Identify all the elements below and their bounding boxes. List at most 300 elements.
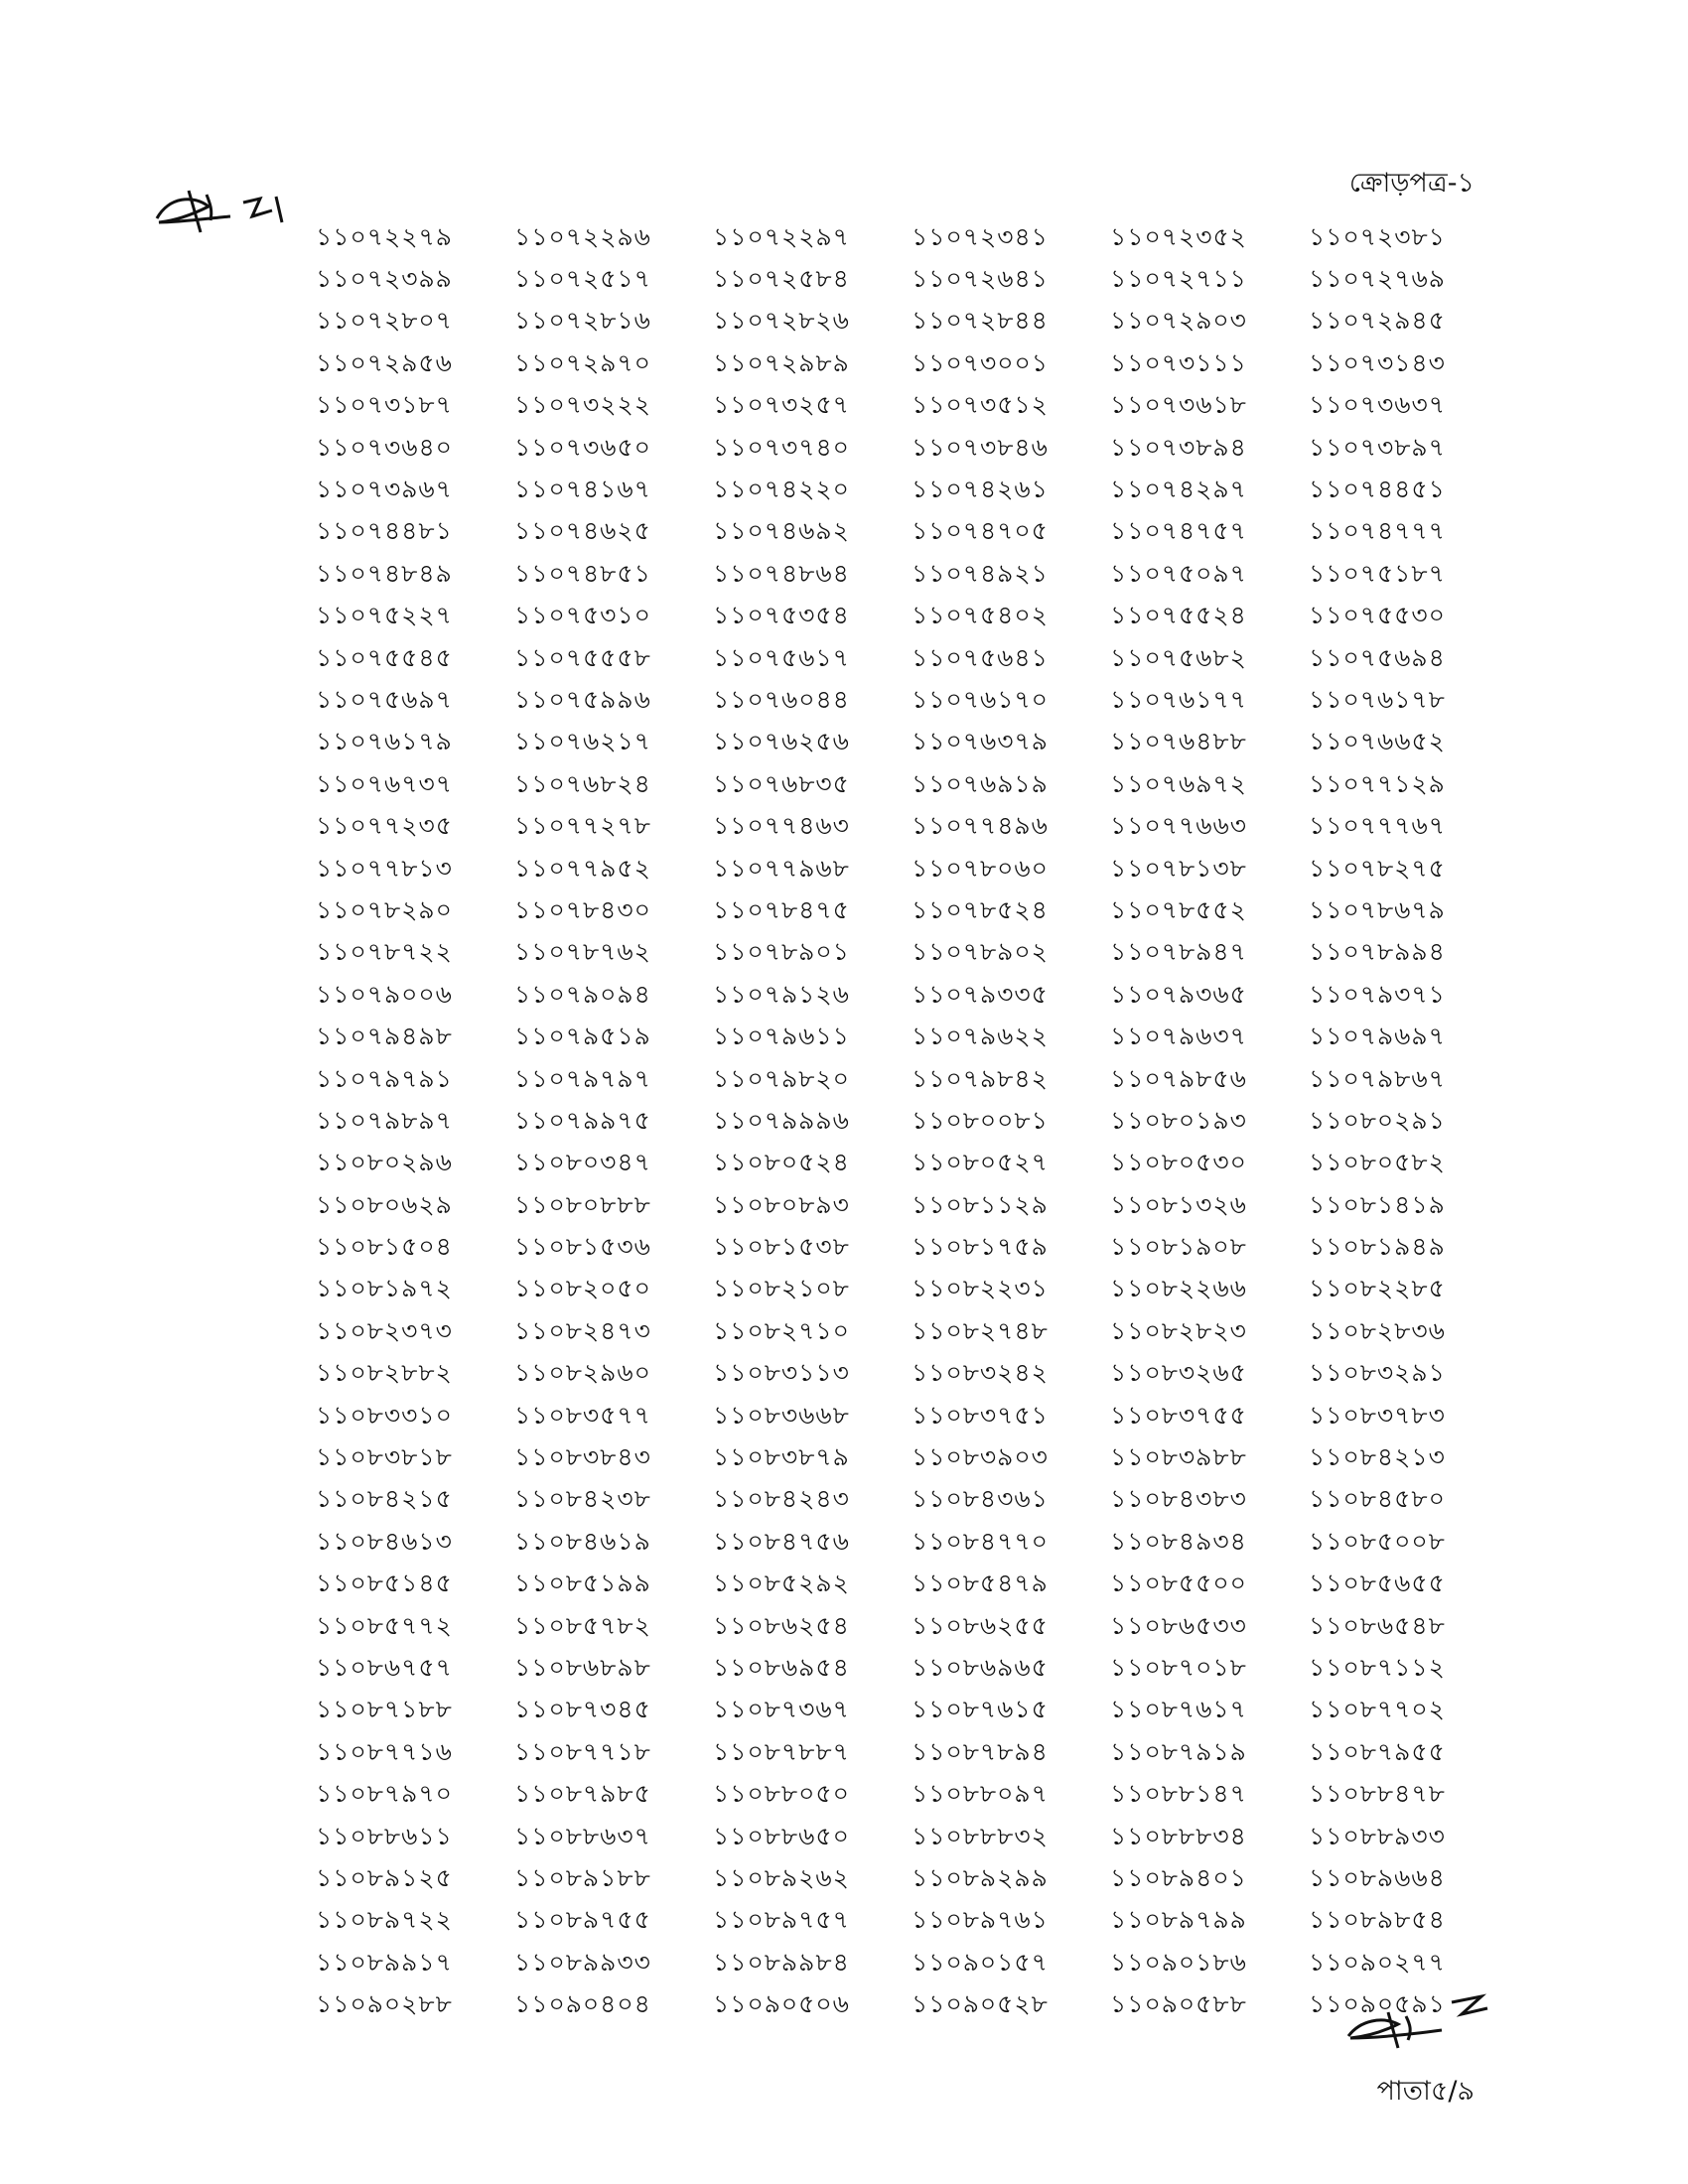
roll-number-cell: ১১০৭৮২৯০: [316, 894, 453, 924]
roll-number-cell: ১১০৮২৯৬০: [514, 1358, 651, 1388]
roll-number-cell: ১১০৭৪৭৫৭: [1110, 516, 1247, 546]
roll-number-cell: ১১০৭৮০৬০: [912, 853, 1049, 883]
table-row: [316, 1480, 1507, 1522]
roll-number-cell: ১১০৮৮৮৩৪: [1110, 1821, 1247, 1850]
roll-number-cell: ১১০৭২২৯৬: [514, 221, 651, 251]
table-row: [316, 890, 1507, 932]
roll-number-cell: ১১০৮০২৯১: [1309, 1105, 1446, 1135]
table-row: [316, 638, 1507, 680]
table-row: [316, 975, 1507, 1017]
roll-number-cell: ১১০৮৪৭৭০: [912, 1526, 1049, 1556]
roll-number-cell: ১১০৮৫২৯২: [713, 1569, 850, 1598]
roll-number-cell: ১১০৭৪৯২১: [912, 558, 1049, 588]
table-row: [316, 259, 1507, 301]
number-table: [316, 217, 1507, 2027]
table-row: [316, 1648, 1507, 1690]
roll-number-cell: ১১০৮৩১১৩: [713, 1358, 850, 1388]
roll-number-cell: ১১০৭৫৫৫৮: [514, 642, 651, 672]
table-row: [316, 1732, 1507, 1774]
roll-number-cell: ১১০৮৯২৯৯: [912, 1862, 1049, 1892]
roll-number-cell: ১১০৮৪২১৫: [316, 1484, 453, 1514]
roll-number-cell: ১১০৭৪৪৫১: [1309, 475, 1446, 504]
roll-number-cell: ১১০৭২৯০৩: [1110, 306, 1247, 336]
roll-number-cell: ১১০৯০৪০৪: [514, 1989, 651, 2019]
roll-number-cell: ১১০৮৪৯৩৪: [1110, 1526, 1247, 1556]
roll-number-cell: ১১০৭৯৬১১: [713, 1022, 850, 1051]
roll-number-cell: ১১০৮২৩৭৩: [316, 1315, 453, 1345]
signature-top-icon: [149, 177, 298, 246]
roll-number-cell: ১১০৮৪৬১৯: [514, 1526, 651, 1556]
roll-number-cell: ১১০৮৯২৬২: [713, 1862, 850, 1892]
roll-number-cell: ১১০৭৮৯০২: [912, 937, 1049, 967]
roll-number-cell: ১১০৭৯৮৯৭: [316, 1105, 453, 1135]
roll-number-cell: ১১০৮৪৩৬১: [912, 1484, 1049, 1514]
roll-number-cell: ১১০৮২২৩১: [912, 1274, 1049, 1303]
roll-number-cell: ১১০৮৯১২৫: [316, 1862, 453, 1892]
signature-bottom-icon: [1342, 1990, 1501, 2055]
roll-number-cell: ১১০৭৩৮৪৬: [912, 432, 1049, 462]
roll-number-cell: ১১০৮৩৬৬৮: [713, 1400, 850, 1430]
roll-number-cell: ১১০৮৮১৪৭: [1110, 1779, 1247, 1809]
roll-number-cell: ১১০৯০৫৮৮: [1110, 1989, 1247, 2019]
roll-number-cell: ১১০৮০৫২৪: [713, 1148, 850, 1177]
roll-number-cell: ১১০৮২৭১০: [713, 1315, 850, 1345]
table-row: [316, 1437, 1507, 1479]
roll-number-cell: ১১০৮২৭৪৮: [912, 1315, 1049, 1345]
roll-number-cell: ১১০৭২২৭৯: [316, 221, 453, 251]
roll-number-cell: ১১০৮৭৩৬৭: [713, 1695, 850, 1724]
table-row: [316, 386, 1507, 428]
roll-number-cell: ১১০৭৬৭৩৭: [316, 768, 453, 798]
roll-number-cell: ১১০৭২৬৪১: [912, 264, 1049, 294]
roll-number-cell: ১১০৮৪২১৩: [1309, 1442, 1446, 1472]
roll-number-cell: ১১০৭৬৮৩৫: [713, 768, 850, 798]
roll-number-cell: ১১০৮৯৭২২: [316, 1905, 453, 1935]
table-row: [316, 428, 1507, 470]
roll-number-cell: ১১০৮০৫২৭: [912, 1148, 1049, 1177]
roll-number-cell: ১১০৭৯৫১৯: [514, 1022, 651, 1051]
table-row: [316, 343, 1507, 385]
roll-number-cell: ১১০৭৬১৭৭: [1110, 685, 1247, 714]
roll-number-cell: ১১০৭৫৫২৪: [1110, 601, 1247, 630]
roll-number-cell: ১১০৭৪৬২৫: [514, 516, 651, 546]
roll-number-cell: ১১০৮৯৯৮৪: [713, 1947, 850, 1977]
roll-number-cell: ১১০৮৫১৪৫: [316, 1569, 453, 1598]
roll-number-cell: ১১০৮৩৩১০: [316, 1400, 453, 1430]
roll-number-cell: ১১০৮৫১৯৯: [514, 1569, 651, 1598]
roll-number-cell: ১১০৮৩২৪২: [912, 1358, 1049, 1388]
roll-number-cell: ১১০৭৪২৬১: [912, 475, 1049, 504]
roll-number-cell: ১১০৭২৩৫২: [1110, 221, 1247, 251]
roll-number-cell: ১১০৭৭১২৯: [1309, 768, 1446, 798]
roll-number-cell: ১১০৮৭৭১৮: [514, 1736, 651, 1766]
roll-number-cell: ১১০৮১৪১৯: [1309, 1189, 1446, 1219]
roll-number-cell: ১১০৮৪২৪৩: [713, 1484, 850, 1514]
roll-number-cell: ১১০৮৯৭৫৫: [514, 1905, 651, 1935]
roll-number-cell: ১১০৮১১২৯: [912, 1189, 1049, 1219]
roll-number-cell: ১১০৭৬৮২৪: [514, 768, 651, 798]
roll-number-cell: ১১০৭৫৫৩০: [1309, 601, 1446, 630]
roll-number-cell: ১১০৭৮৪৩০: [514, 894, 651, 924]
roll-number-cell: ১১০৭৯১২৬: [713, 979, 850, 1009]
table-row: [316, 1270, 1507, 1311]
table-row: [316, 764, 1507, 806]
roll-number-cell: ১১০৭৫৫৪৫: [316, 642, 453, 672]
roll-number-cell: ১১০৭৩১১১: [1110, 347, 1247, 377]
roll-number-cell: ১১০৮৮০৫০: [713, 1779, 850, 1809]
roll-number-cell: ১১০৭৩৯৬৭: [316, 475, 453, 504]
roll-number-cell: ১১০৭৬২১৭: [514, 727, 651, 756]
table-row: [316, 470, 1507, 511]
roll-number-cell: ১১০৭৯৭৯১: [316, 1063, 453, 1093]
table-row: [316, 806, 1507, 848]
table-row: [316, 1984, 1507, 2026]
roll-number-cell: ১১০৭৯৬২২: [912, 1022, 1049, 1051]
roll-number-cell: ১১০৮৭৭০২: [1309, 1695, 1446, 1724]
roll-number-cell: ১১০৮০৮৮৮: [514, 1189, 651, 1219]
table-row: [316, 597, 1507, 638]
roll-number-cell: ১১০৭৬১৭৯: [316, 727, 453, 756]
roll-number-cell: ১১০৮৩২৬৫: [1110, 1358, 1247, 1388]
roll-number-cell: ১১০৮০০৮১: [912, 1105, 1049, 1135]
roll-number-cell: ১১০৮৬২৫৫: [912, 1610, 1049, 1640]
roll-number-cell: ১১০৮৩৮১৮: [316, 1442, 453, 1472]
roll-number-cell: ১১০৭২৩৮১: [1309, 221, 1446, 251]
roll-number-cell: ১১০৮৪২৩৮: [514, 1484, 651, 1514]
roll-number-cell: ১১০৮৭৮৮৭: [713, 1736, 850, 1766]
roll-number-cell: ১১০৮৭১৮৮: [316, 1695, 453, 1724]
roll-number-cell: ১১০৭৯৯৯৬: [713, 1105, 850, 1135]
roll-number-cell: ১১০৮১৭৫৯: [912, 1232, 1049, 1262]
roll-number-cell: ১১০৭২৮২৬: [713, 306, 850, 336]
table-row: [316, 512, 1507, 554]
roll-number-cell: ১১০৭৪৮৪৯: [316, 558, 453, 588]
roll-number-cell: ১১০৮১৫৩৮: [713, 1232, 850, 1262]
roll-number-cell: ১১০৭৬১৭০: [912, 685, 1049, 714]
roll-number-cell: ১১০৭৪৮৫১: [514, 558, 651, 588]
table-row: [316, 554, 1507, 596]
roll-number-cell: ১১০৭২৫১৭: [514, 264, 651, 294]
roll-number-cell: ১১০৮০২৯৬: [316, 1148, 453, 1177]
roll-number-cell: ১১০৭৭৭৬৭: [1309, 811, 1446, 841]
roll-number-cell: ১১০৮৭৬১৫: [912, 1695, 1049, 1724]
roll-number-cell: ১১০৮২২৬৬: [1110, 1274, 1247, 1303]
roll-number-cell: ১১০৭৪৭৭৭: [1309, 516, 1446, 546]
table-row: [316, 1691, 1507, 1732]
roll-number-cell: ১১০৮৭৩৪৫: [514, 1695, 651, 1724]
roll-number-cell: ১১০৭৪৪৮১: [316, 516, 453, 546]
table-row: [316, 1144, 1507, 1185]
roll-number-cell: ১১০৭৯৬৩৭: [1110, 1022, 1247, 1051]
roll-number-cell: ১১০৭৫৩১০: [514, 601, 651, 630]
roll-number-cell: ১১০৭৯৮৪২: [912, 1063, 1049, 1093]
roll-number-cell: ১১০৮৪৭৫৬: [713, 1526, 850, 1556]
roll-number-cell: ১১০৭৪১৬৭: [514, 475, 651, 504]
roll-number-cell: ১১০৮৯৭৯৯: [1110, 1905, 1247, 1935]
table-row: [316, 1858, 1507, 1900]
roll-number-cell: ১১০৭৩১৪৩: [1309, 347, 1446, 377]
roll-number-cell: ১১০৭২৮০৭: [316, 306, 453, 336]
roll-number-cell: ১১০৮৯৭৫৭: [713, 1905, 850, 1935]
roll-number-cell: ১১০৮৮৬১১: [316, 1821, 453, 1850]
roll-number-cell: ১১০৮০১৯৩: [1110, 1105, 1247, 1135]
roll-number-cell: ১১০৭৮৯০১: [713, 937, 850, 967]
roll-number-cell: ১১০৯০২৭৭: [1309, 1947, 1446, 1977]
roll-number-cell: ১১০৮০৫৮২: [1309, 1148, 1446, 1177]
roll-number-cell: ১১০৮১৩২৬: [1110, 1189, 1247, 1219]
roll-number-cell: ১১০৮৩২৯১: [1309, 1358, 1446, 1388]
roll-number-cell: ১১০৭৫৬৯৪: [1309, 642, 1446, 672]
roll-number-cell: ১১০৭৯৭৯৭: [514, 1063, 651, 1093]
roll-number-cell: ১১০৭৭৮১৩: [316, 853, 453, 883]
roll-number-cell: ১১০৭৫১৮৭: [1309, 558, 1446, 588]
page-number: পাতা৫/৯: [1376, 2076, 1475, 2107]
table-row: [316, 1396, 1507, 1437]
table-row: [316, 1354, 1507, 1396]
roll-number-cell: ১১০৭৫৩৫৪: [713, 601, 850, 630]
roll-number-cell: ১১০৭৩০০১: [912, 347, 1049, 377]
roll-number-cell: ১১০৮৭৭১৬: [316, 1736, 453, 1766]
table-row: [316, 1185, 1507, 1227]
roll-number-cell: ১১০৭২২৯৭: [713, 221, 850, 251]
table-row: [316, 1101, 1507, 1143]
roll-number-cell: ১১০৭৮৪৭৫: [713, 894, 850, 924]
roll-number-cell: ১১০৭৯৯৭৫: [514, 1105, 651, 1135]
roll-number-cell: ১১০৭৮৯৪৭: [1110, 937, 1247, 967]
roll-number-cell: ১১০৭৬০৪৪: [713, 685, 850, 714]
roll-number-cell: ১১০৭৭৯৫২: [514, 853, 651, 883]
roll-number-cell: ১১০৭৩৬৫০: [514, 432, 651, 462]
roll-number-cell: ১১০৭৯৬৯৭: [1309, 1022, 1446, 1051]
roll-number-cell: ১১০৭৮৬৭৯: [1309, 894, 1446, 924]
roll-number-cell: ১১০৮২৪৭৩: [514, 1315, 651, 1345]
roll-number-cell: ১১০৭৩৮৯৭: [1309, 432, 1446, 462]
roll-number-cell: ১১০৮৮৮৩২: [912, 1821, 1049, 1850]
roll-number-cell: ১১০৭৬৩৭৯: [912, 727, 1049, 756]
roll-number-cell: ১১০৭৫০৯৭: [1110, 558, 1247, 588]
roll-number-cell: ১১০৮৫৭৭২: [316, 1610, 453, 1640]
roll-number-cell: ১১০৭৯৪৯৮: [316, 1022, 453, 1051]
roll-number-cell: ১১০৮৯৯৩৩: [514, 1947, 651, 1977]
roll-number-cell: ১১০৮১৫৩৬: [514, 1232, 651, 1262]
roll-number-cell: ১১০৭৮৭২২: [316, 937, 453, 967]
table-row: [316, 723, 1507, 764]
roll-number-cell: ১১০৮৩৭৫৫: [1110, 1400, 1247, 1430]
roll-number-cell: ১১০৭৫৬৮২: [1110, 642, 1247, 672]
roll-number-cell: ১১০৮২০৫০: [514, 1274, 651, 1303]
roll-number-cell: ১১০৭৬৯৭২: [1110, 768, 1247, 798]
roll-number-cell: ১১০৮১৯৪৯: [1309, 1232, 1446, 1262]
signature-bottom: [1342, 1990, 1501, 2055]
roll-number-cell: ১১০৮৭১১২: [1309, 1652, 1446, 1682]
roll-number-cell: ১১০৭২৯৮৯: [713, 347, 850, 377]
table-row: [316, 1817, 1507, 1858]
roll-number-cell: ১১০৭৭৬৬৩: [1110, 811, 1247, 841]
roll-number-cell: ১১০৮২২৮৫: [1309, 1274, 1446, 1303]
roll-number-cell: ১১০৭৯৩৬৫: [1110, 979, 1247, 1009]
roll-number-cell: ১১০৭৫৬৯৭: [316, 685, 453, 714]
roll-number-cell: ১১০৭৯০৯৪: [514, 979, 651, 1009]
roll-number-cell: ১১০৭৯৮৫৬: [1110, 1063, 1247, 1093]
roll-number-cell: ১১০৭৮৫২৪: [912, 894, 1049, 924]
roll-number-cell: ১১০৭৩২২২: [514, 390, 651, 420]
roll-number-cell: ১১০৮৩৯৮৮: [1110, 1442, 1247, 1472]
roll-number-cell: ১১০৭৪৮৬৪: [713, 558, 850, 588]
roll-number-cell: ১১০৭৩৮৯৪: [1110, 432, 1247, 462]
roll-number-cell: ১১০৭৬৯১৯: [912, 768, 1049, 798]
roll-number-cell: ১১০৭৩৬১৮: [1110, 390, 1247, 420]
roll-number-cell: ১১০৮২৮৩৬: [1309, 1315, 1446, 1345]
roll-number-cell: ১১০৮৬৭৫৭: [316, 1652, 453, 1682]
roll-number-cell: ১১০৮৯৪০১: [1110, 1862, 1247, 1892]
roll-number-cell: ১১০৭৩৬৪০: [316, 432, 453, 462]
roll-number-cell: ১১০৮৫৪৭৯: [912, 1569, 1049, 1598]
table-row: [316, 1017, 1507, 1058]
roll-number-cell: ১১০৮৭৯৭০: [316, 1779, 453, 1809]
roll-number-cell: ১১০৭৩৭৪০: [713, 432, 850, 462]
roll-number-cell: ১১০৭২৭৬৯: [1309, 264, 1446, 294]
table-row: [316, 1943, 1507, 1984]
roll-number-cell: ১১০৮৬৫৪৮: [1309, 1610, 1446, 1640]
signature-top: [149, 177, 298, 246]
roll-number-cell: ১১০৮১৫০৪: [316, 1232, 453, 1262]
roll-number-cell: ১১০৮৩৫৭৭: [514, 1400, 651, 1430]
roll-number-cell: ১১০৮৩৮৭৯: [713, 1442, 850, 1472]
roll-number-cell: ১১০৭৮২৭৫: [1309, 853, 1446, 883]
roll-number-cell: ১১০৮৬৮৯৮: [514, 1652, 651, 1682]
roll-number-cell: ১১০৮৫৭৮২: [514, 1610, 651, 1640]
roll-number-cell: ১১০৯০৫২৮: [912, 1989, 1049, 2019]
roll-number-cell: ১১০৭৯৮২০: [713, 1063, 850, 1093]
roll-number-cell: ১১০৮২৮২৩: [1110, 1315, 1247, 1345]
roll-number-cell: ১১০৮৪৩৮৩: [1110, 1484, 1247, 1514]
roll-number-cell: ১১০৭৮১৩৮: [1110, 853, 1247, 883]
roll-number-cell: ১১০৮৫০০৮: [1309, 1526, 1446, 1556]
roll-number-cell: ১১০৮০৫৩০: [1110, 1148, 1247, 1177]
roll-number-cell: ১১০৭৪২৯৭: [1110, 475, 1247, 504]
roll-number-cell: ১১০৮০৮৯৩: [713, 1189, 850, 1219]
roll-number-cell: ১১০৭৩৫১২: [912, 390, 1049, 420]
roll-number-cell: ১১০৭৩১৮৭: [316, 390, 453, 420]
roll-number-cell: ১১০৮২১০৮: [713, 1274, 850, 1303]
table-row: [316, 1059, 1507, 1101]
table-row: [316, 1311, 1507, 1353]
roll-number-cell: ১১০৭৫৬৪১: [912, 642, 1049, 672]
roll-number-cell: ১১০৯০১৮৬: [1110, 1947, 1247, 1977]
roll-number-cell: ১১০৮৯১৮৮: [514, 1862, 651, 1892]
roll-number-cell: ১১০৮৩৮৪৩: [514, 1442, 651, 1472]
roll-number-cell: ১১০৭৭৪৯৬: [912, 811, 1049, 841]
table-row: [316, 217, 1507, 259]
table-row: [316, 1522, 1507, 1564]
roll-number-cell: ১১০৭২৮৪৪: [912, 306, 1049, 336]
roll-number-cell: ১১০৭৪২২০: [713, 475, 850, 504]
roll-number-cell: ১১০৮০৩৪৭: [514, 1148, 651, 1177]
roll-number-cell: ১১০৯০৫০৬: [713, 1989, 850, 2019]
roll-number-cell: ১১০৮১৯০৮: [1110, 1232, 1247, 1262]
roll-number-cell: ১১০৮৮৬৩৭: [514, 1821, 651, 1850]
roll-number-cell: ১১০৮৮৬৫০: [713, 1821, 850, 1850]
roll-number-cell: ১১০৮৮৪৭৮: [1309, 1779, 1446, 1809]
roll-number-cell: ১১০৭২৯৪৫: [1309, 306, 1446, 336]
roll-number-cell: ১১০৮৪৬১৩: [316, 1526, 453, 1556]
roll-number-cell: ১১০৮৭৯৮৫: [514, 1779, 651, 1809]
roll-number-cell: ১১০৭৪৬৯২: [713, 516, 850, 546]
roll-number-cell: ১১০৭২৯৫৬: [316, 347, 453, 377]
roll-number-cell: ১১০৮৪৫৮০: [1309, 1484, 1446, 1514]
roll-number-cell: ১১০৮৬২৫৪: [713, 1610, 850, 1640]
roll-number-cell: ১১০৮৭৯৫৫: [1309, 1736, 1446, 1766]
roll-number-cell: ১১০৮৮৯৩৩: [1309, 1821, 1446, 1850]
roll-number-cell: ১১০৭২৮১৬: [514, 306, 651, 336]
roll-number-cell: ১১০৮৫৫০০: [1110, 1569, 1247, 1598]
roll-number-cell: ১১০৭৪৭০৫: [912, 516, 1049, 546]
roll-number-cell: ১১০৭৬২৫৬: [713, 727, 850, 756]
roll-number-cell: ১১০৮৭৬১৭: [1110, 1695, 1247, 1724]
roll-number-cell: ১১০৮২৮৮২: [316, 1358, 453, 1388]
roll-number-cell: ১১০৭৯৩৩৫: [912, 979, 1049, 1009]
roll-number-cell: ১১০৮৩৭৮৩: [1309, 1400, 1446, 1430]
roll-number-cell: ১১০৭২৯৭০: [514, 347, 651, 377]
roll-number-cell: ১১০৮৩৯০৩: [912, 1442, 1049, 1472]
roll-number-cell: ১১০৭৯৩৭১: [1309, 979, 1446, 1009]
table-row: [316, 1606, 1507, 1648]
roll-number-cell: ১১০৭৮৭৬২: [514, 937, 651, 967]
roll-number-cell: ১১০৭৬১৭৮: [1309, 685, 1446, 714]
roll-number-cell: ১১০৭৬৬৫২: [1309, 727, 1446, 756]
roll-number-cell: ১১০৭৫৪০২: [912, 601, 1049, 630]
roll-number-cell: ১১০৭৭৪৬৩: [713, 811, 850, 841]
roll-number-cell: ১১০৭৫৯৯৬: [514, 685, 651, 714]
roll-number-cell: ১১০৭২৩৯৯: [316, 264, 453, 294]
table-row: [316, 1901, 1507, 1943]
roll-number-cell: ১১০৮১৯৭২: [316, 1274, 453, 1303]
roll-number-cell: ১১০৭৬৪৮৮: [1110, 727, 1247, 756]
roll-number-cell: ১১০৭৮৫৫২: [1110, 894, 1247, 924]
roll-number-cell: ১১০৭৭২৩৫: [316, 811, 453, 841]
roll-number-cell: ১১০৮০৬২৯: [316, 1189, 453, 1219]
table-row: [316, 933, 1507, 975]
roll-number-cell: ১১০৮৯৯১৭: [316, 1947, 453, 1977]
roll-number-cell: ১১০৮৬৯৫৪: [713, 1652, 850, 1682]
roll-number-cell: ১১০৭৩২৫৭: [713, 390, 850, 420]
table-row: [316, 849, 1507, 890]
roll-number-cell: ১১০৯০১৫৭: [912, 1947, 1049, 1977]
roll-number-cell: ১১০৮৭০১৮: [1110, 1652, 1247, 1682]
roll-number-cell: ১১০৭২৭১১: [1110, 264, 1247, 294]
roll-number-cell: ১১০৭৫২২৭: [316, 601, 453, 630]
roll-number-cell: ১১০৭৭৯৬৮: [713, 853, 850, 883]
annex-label: ক্রোড়পত্র-১: [1348, 168, 1475, 199]
roll-number-cell: ১১০৭৯০০৬: [316, 979, 453, 1009]
roll-number-cell: ১১০৮৬৫৩৩: [1110, 1610, 1247, 1640]
table-row: [316, 680, 1507, 722]
roll-number-cell: ১১০৮৮০৯৭: [912, 1779, 1049, 1809]
roll-number-cell: ১১০৭৯৮৬৭: [1309, 1063, 1446, 1093]
roll-number-cell: ১১০৮৬৯৬৫: [912, 1652, 1049, 1682]
table-row: [316, 1565, 1507, 1606]
roll-number-cell: ১১০৭৩৬৩৭: [1309, 390, 1446, 420]
roll-number-cell: ১১০৮৫৬৫৫: [1309, 1569, 1446, 1598]
roll-number-cell: ১১০৯০৫৯১: [1309, 1989, 1446, 2019]
roll-number-cell: ১১০৮৯৭৬১: [912, 1905, 1049, 1935]
roll-number-cell: ১১০৮৭৯১৯: [1110, 1736, 1247, 1766]
roll-number-cell: ১১০৮৯৮৫৪: [1309, 1905, 1446, 1935]
roll-number-cell: ১১০৯০২৮৮: [316, 1989, 453, 2019]
roll-number-cell: ১১০৭৫৬১৭: [713, 642, 850, 672]
table-row: [316, 1774, 1507, 1816]
roll-number-cell: ১১০৭৮৯৯৪: [1309, 937, 1446, 967]
